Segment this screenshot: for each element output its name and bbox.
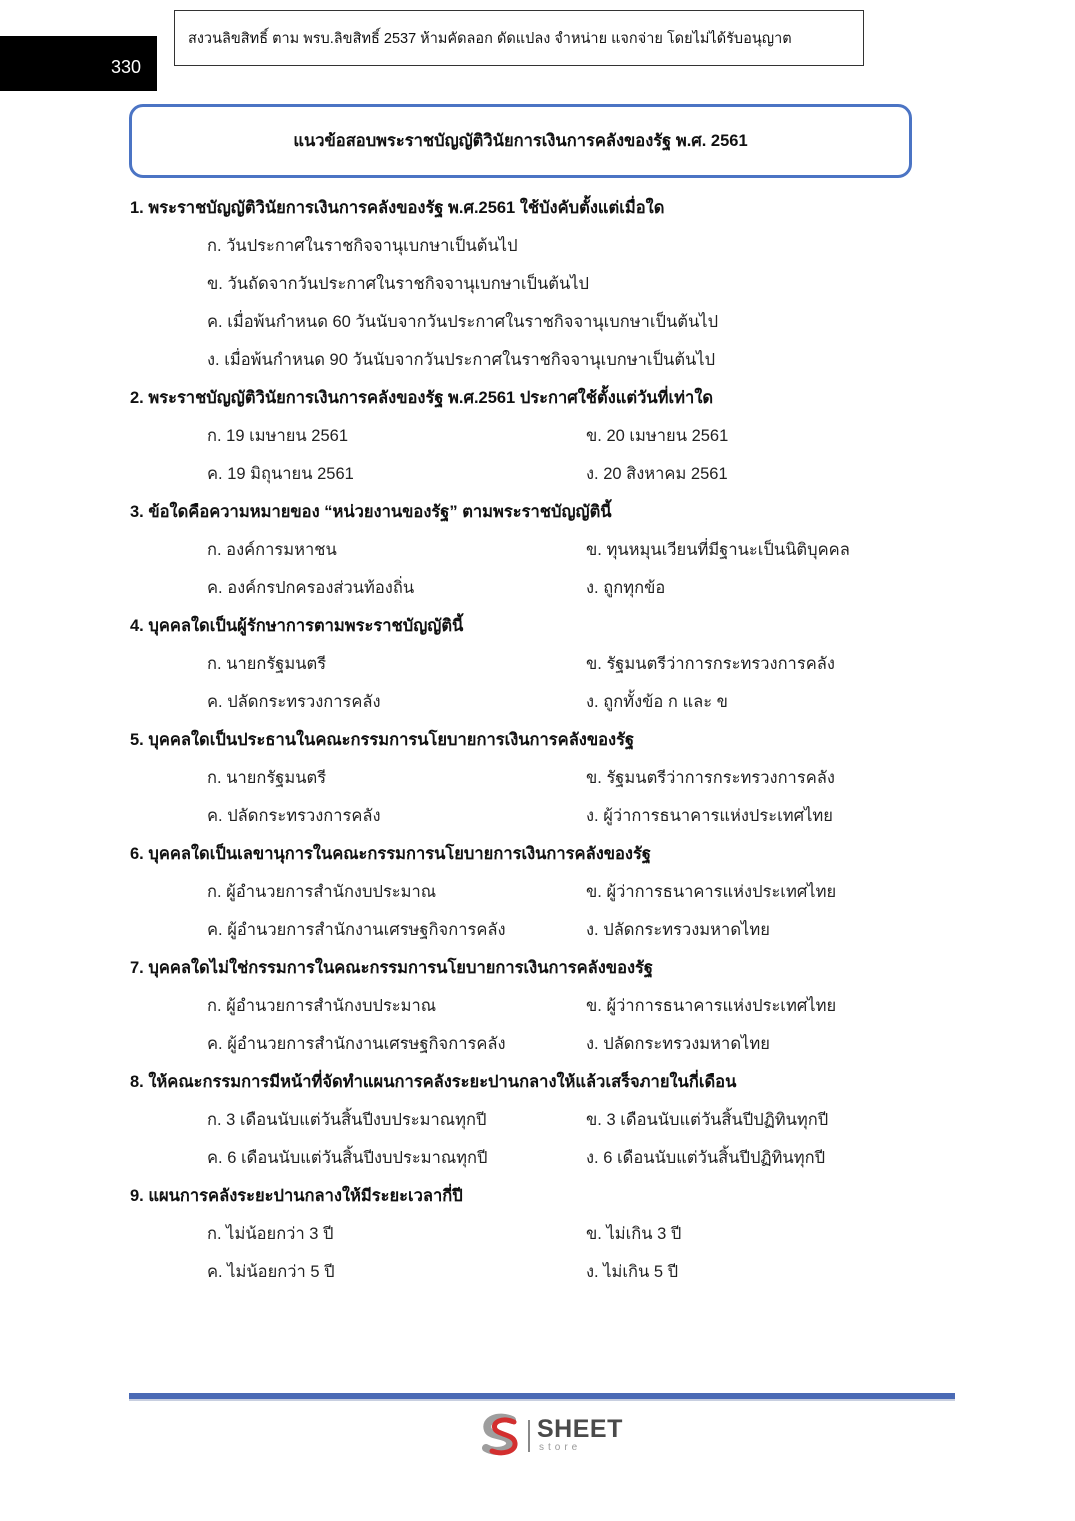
option-a: ก. องค์การมหาชน	[207, 541, 337, 559]
option-a: ก. ไม่น้อยกว่า 3 ปี	[207, 1225, 334, 1243]
question-5	[130, 722, 930, 836]
option-d: ง. ผู้ว่าการธนาคารแห่งประเทศไทย	[586, 807, 833, 825]
option-a: ก. ผู้อำนวยการสำนักงบประมาณ	[207, 883, 437, 901]
logo-s-icon	[478, 1412, 524, 1458]
question-text: 7. บุคคลใดไม่ใช่กรรมการในคณะกรรมการนโยบายการเงินการคลังของรัฐ	[130, 959, 654, 977]
option-b: ข. 3 เดือนนับแต่วันสิ้นปีปฏิทินทุกปี	[586, 1111, 829, 1129]
option-a: ก. 3 เดือนนับแต่วันสิ้นปีงบประมาณทุกปี	[207, 1111, 487, 1129]
option-c: ค. 6 เดือนนับแต่วันสิ้นปีงบประมาณทุกปี	[207, 1149, 488, 1167]
option-a: ก. วันประกาศในราชกิจจานุเบกษาเป็นต้นไป	[207, 237, 518, 255]
page-number-box	[0, 36, 157, 91]
copyright-notice: สงวนลิขสิทธิ์ ตาม พรบ.ลิขสิทธิ์ 2537 ห้ามคัดลอก ดัดแปลง จำหน่าย แจกจ่าย โดยไม่ได้รับอนุญาต	[174, 10, 864, 66]
option-a: ก. ผู้อำนวยการสำนักงบประมาณ	[207, 997, 437, 1015]
option-c: ค. องค์กรปกครองส่วนท้องถิ่น	[207, 579, 415, 597]
logo-subtext: store	[539, 1442, 582, 1453]
question-2	[130, 380, 930, 494]
option-a: ก. นายกรัฐมนตรี	[207, 655, 327, 673]
page-number: 330	[110, 57, 141, 77]
option-c: ค. 19 มิถุนายน 2561	[207, 465, 354, 483]
option-c: ค. ปลัดกระทรวงการคลัง	[207, 807, 381, 825]
question-text: 8. ให้คณะกรรมการมีหน้าที่จัดทำแผนการคลังระยะปานกลางให้แล้วเสร็จภายในกี่เดือน	[130, 1073, 737, 1091]
question-list	[130, 190, 930, 1292]
question-text: 3. ข้อใดคือความหมายของ “หน่วยงานของรัฐ” ตามพระราชบัญญัตินี้	[130, 503, 612, 521]
question-9	[130, 1178, 930, 1292]
option-a: ก. นายกรัฐมนตรี	[207, 769, 327, 787]
option-b: ข. รัฐมนตรีว่าการกระทรวงการคลัง	[586, 769, 835, 787]
option-b: ข. ผู้ว่าการธนาคารแห่งประเทศไทย	[586, 997, 837, 1015]
option-d: ง. ถูกทุกข้อ	[586, 579, 666, 597]
option-d: ง. 6 เดือนนับแต่วันสิ้นปีปฏิทินทุกปี	[586, 1149, 826, 1167]
question-6	[130, 836, 930, 950]
question-1	[130, 190, 930, 380]
question-text: 1. พระราชบัญญัติวินัยการเงินการคลังของรัฐ พ.ศ.2561 ใช้บังคับตั้งแต่เมื่อใด	[130, 199, 665, 217]
footer-divider-shadow	[129, 1399, 955, 1401]
option-c: ค. เมื่อพ้นกำหนด 60 วันนับจากวันประกาศในราชกิจจานุเบกษาเป็นต้นไป	[207, 313, 719, 331]
question-8	[130, 1064, 930, 1178]
question-text: 4. บุคคลใดเป็นผู้รักษาการตามพระราชบัญญัตินี้	[130, 617, 464, 635]
question-text: 5. บุคคลใดเป็นประธานในคณะกรรมการนโยบายการเงินการคลังของรัฐ	[130, 731, 635, 749]
option-c: ค. ผู้อำนวยการสำนักงานเศรษฐกิจการคลัง	[207, 1035, 506, 1053]
option-d: ง. 20 สิงหาคม 2561	[586, 465, 728, 483]
page-title: แนวข้อสอบพระราชบัญญัติวินัยการเงินการคลังของรัฐ พ.ศ. 2561	[129, 104, 912, 178]
option-b: ข. ผู้ว่าการธนาคารแห่งประเทศไทย	[586, 883, 837, 901]
option-d: ง. ปลัดกระทรวงมหาดไทย	[586, 1035, 770, 1053]
question-text: 6. บุคคลใดเป็นเลขานุการในคณะกรรมการนโยบายการเงินการคลังของรัฐ	[130, 845, 651, 863]
question-text: 9. แผนการคลังระยะปานกลางให้มีระยะเวลากี่ปี	[130, 1187, 463, 1205]
option-c: ค. ผู้อำนวยการสำนักงานเศรษฐกิจการคลัง	[207, 921, 506, 939]
question-7	[130, 950, 930, 1064]
question-3	[130, 494, 930, 608]
option-d: ง. เมื่อพ้นกำหนด 90 วันนับจากวันประกาศในราชกิจจานุเบกษาเป็นต้นไป	[207, 351, 716, 369]
option-a: ก. 19 เมษายน 2561	[207, 427, 348, 445]
option-b: ข. ทุนหมุนเวียนที่มีฐานะเป็นนิติบุคคล	[586, 541, 850, 559]
option-c: ค. ไม่น้อยกว่า 5 ปี	[207, 1263, 335, 1281]
option-c: ค. ปลัดกระทรวงการคลัง	[207, 693, 381, 711]
question-text: 2. พระราชบัญญัติวินัยการเงินการคลังของรัฐ พ.ศ.2561 ประกาศใช้ตั้งแต่วันที่เท่าใด	[130, 389, 714, 407]
option-b: ข. วันถัดจากวันประกาศในราชกิจจานุเบกษาเป็นต้นไป	[207, 275, 590, 293]
option-b: ข. 20 เมษายน 2561	[586, 427, 729, 445]
option-d: ง. ไม่เกิน 5 ปี	[586, 1263, 679, 1281]
question-4	[130, 608, 930, 722]
option-d: ง. ปลัดกระทรวงมหาดไทย	[586, 921, 770, 939]
option-d: ง. ถูกทั้งข้อ ก และ ข	[586, 693, 728, 711]
logo-separator	[528, 1420, 530, 1452]
option-b: ข. ไม่เกิน 3 ปี	[586, 1225, 682, 1243]
option-b: ข. รัฐมนตรีว่าการกระทรวงการคลัง	[586, 655, 835, 673]
logo-text: SHEET	[537, 1415, 623, 1443]
